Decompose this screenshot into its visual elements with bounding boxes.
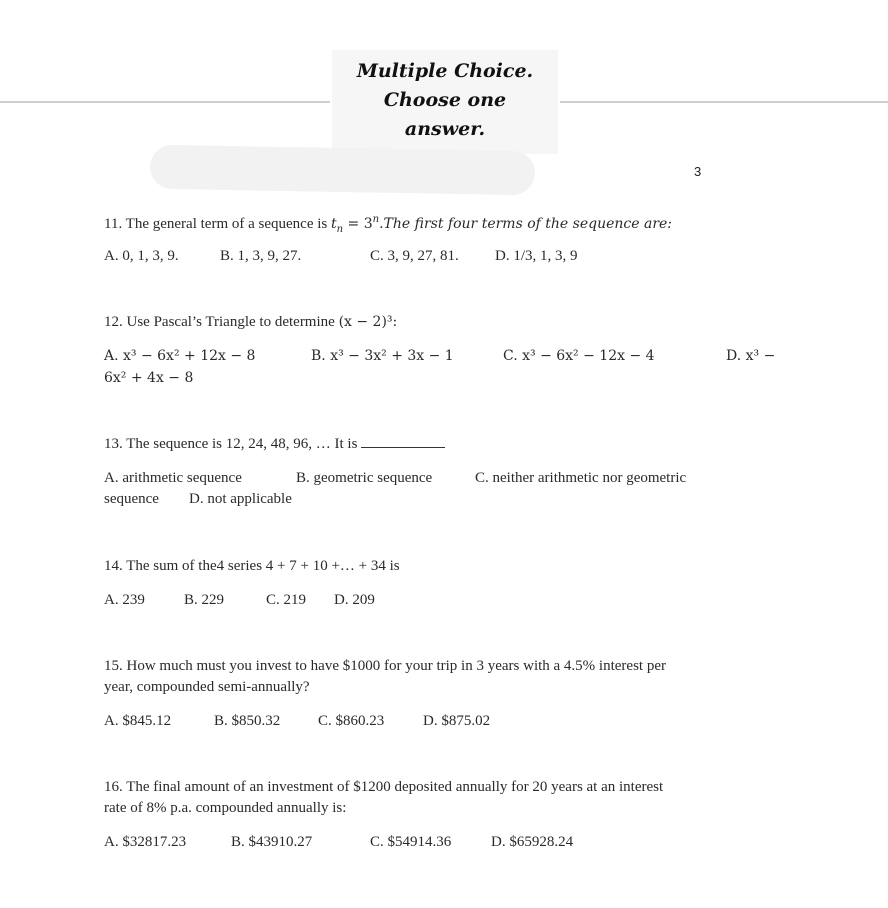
question-12-stem: [104, 312, 397, 332]
question-11-formula-exp: n: [372, 214, 380, 225]
page-number: 3: [694, 164, 702, 179]
question-11-option-d: D. 1/3, 1, 3, 9: [495, 248, 578, 264]
question-14-stem: 14. The sum of the4 series 4 + 7 + 10 +… + 34 is: [104, 558, 400, 574]
question-16-stem-line2: rate of 8% p.a. compounded annually is:: [104, 800, 347, 816]
header-rule-left: [0, 101, 330, 103]
question-16-option-d: D. $65928.24: [491, 834, 574, 850]
question-12-option-d: D. x³ −: [726, 348, 776, 364]
question-16-option-a: A. $32817.23: [104, 834, 187, 850]
question-12-text: 12. Use Pascal’s Triangle to determine: [104, 314, 335, 330]
erased-smudge: [150, 145, 536, 196]
question-12-option-a: A. x³ − 6x² + 12x − 8: [104, 348, 256, 364]
header-title-line1: Multiple Choice.: [356, 60, 534, 82]
question-11-option-b: B. 1, 3, 9, 27.: [220, 248, 302, 264]
question-13-option-d: D. not applicable: [189, 491, 292, 507]
question-15-option-a: A. $845.12: [104, 713, 172, 729]
question-14-option-c: C. 219: [266, 592, 307, 608]
question-13-option-a: A. arithmetic sequence: [104, 470, 242, 486]
question-16-option-b: B. $43910.27: [231, 834, 313, 850]
question-16-stem-line1: 16. The final amount of an investment of $1200 deposited annually for 20 years at an interest: [104, 779, 664, 795]
header-title-line2: Choose one: [383, 89, 507, 111]
question-15-option-d: D. $875.02: [423, 713, 491, 729]
question-11-tail: .The first four terms of the sequence are:: [379, 216, 673, 232]
question-13-option-c: C. neither arithmetic nor geometric: [475, 470, 687, 486]
header-title-line3: answer.: [404, 118, 486, 140]
answer-blank: [361, 434, 445, 448]
question-15-option-b: B. $850.32: [214, 713, 281, 729]
question-11-formula-sub: n: [336, 224, 344, 235]
question-11-stem: [104, 210, 672, 240]
question-11-option-c: C. 3, 9, 27, 81.: [370, 248, 459, 264]
question-14-option-b: B. 229: [184, 592, 225, 608]
question-12-option-b: B. x³ − 3x² + 3x − 1: [311, 348, 454, 364]
question-13-stem: [104, 434, 445, 454]
question-12-option-c: C. x³ − 6x² − 12x − 4: [503, 348, 655, 364]
question-11-formula-eq: = 3: [343, 216, 373, 232]
question-15-option-c: C. $860.23: [318, 713, 385, 729]
question-13-text: 13. The sequence is 12, 24, 48, 96, … It is: [104, 436, 358, 452]
question-11-text: 11. The general term of a sequence is: [104, 216, 328, 232]
question-12-expression: (x − 2)³:: [338, 314, 398, 330]
question-15-stem-line2: year, compounded semi-annually?: [104, 679, 310, 695]
question-14-option-d: D. 209: [334, 592, 375, 608]
question-12-option-d-continued: 6x² + 4x − 8: [104, 370, 194, 386]
question-15-stem-line1: 15. How much must you invest to have $1000 for your trip in 3 years with a 4.5% interest per: [104, 658, 666, 674]
question-13-option-b: B. geometric sequence: [296, 470, 433, 486]
question-11-formula-var: t: [331, 216, 337, 232]
question-14-option-a: A. 239: [104, 592, 145, 608]
question-11-option-a: A. 0, 1, 3, 9.: [104, 248, 179, 264]
header-rule-right: [560, 101, 888, 103]
question-13-option-c-continued: sequence: [104, 491, 159, 507]
question-16-option-c: C. $54914.36: [370, 834, 452, 850]
